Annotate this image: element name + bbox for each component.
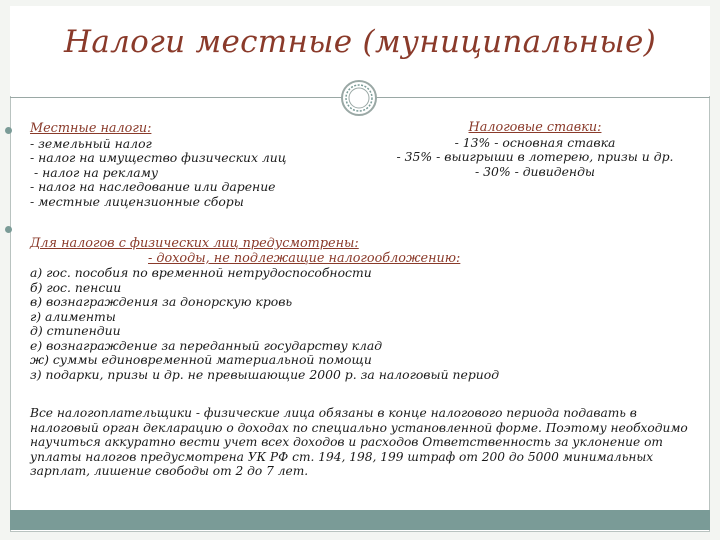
tax-rates-block [390, 121, 680, 179]
list-item: б) гос. пенсии [30, 279, 122, 295]
list-item: ж) суммы единовременной материальной помощи [30, 352, 372, 367]
list-item: - налог на наследование или дарение [30, 179, 276, 194]
tax-rates-list [390, 136, 680, 180]
list-item: - местные лицензионные сборы [30, 193, 244, 209]
list-item: г) алименты [30, 308, 116, 324]
paragraph-line: уплаты налогов предусмотрена УК РФ ст. 194, 198, 199 штраф от 200 до 5000 минимальных [30, 449, 654, 464]
slide-title: Налоги местные (муниципальные) [63, 24, 656, 60]
medallion-ornament [340, 79, 378, 117]
tax-rates-heading: Налоговые ставки: [468, 120, 602, 135]
bullet-dot [5, 226, 12, 233]
paragraph-line: налоговый орган декларацию о доходах по специально установленной форме. Поэтому необходимо [30, 420, 688, 435]
footer-bar [10, 510, 710, 530]
list-item: д) стипендии [30, 323, 121, 338]
list-item: а) гос. пособия по временной нетрудоспособности [30, 265, 372, 280]
list-item: з) подарки, призы и др. не превышающие 2000 р. за налоговый период [30, 366, 500, 382]
list-item: - налог на имущество физических лиц [30, 150, 287, 165]
list-item: - 35% - выигрыши в лотерею, призы и др. [396, 149, 674, 164]
local-taxes-list [30, 137, 286, 210]
list-item: - налог на рекламу [30, 164, 159, 180]
duty-paragraph [30, 406, 688, 479]
list-item: - 13% - основная ставка [454, 134, 616, 150]
local-taxes-block [30, 121, 286, 209]
list-item: е) вознаграждение за переданный государству клад [30, 337, 383, 353]
exemptions-block [30, 236, 499, 382]
exemptions-list [30, 266, 499, 382]
exemptions-subheading: - доходы, не подлежащие налогообложению: [148, 250, 461, 266]
list-item: - земельный налог [30, 135, 152, 151]
paragraph-line: Все налогоплательщики - физические лица обязаны в конце налогового периода подавать в [30, 406, 637, 420]
exemptions-heading: Для налогов с физических лиц предусмотрены: [30, 236, 359, 251]
list-item: - 30% - дивиденды [474, 163, 596, 179]
list-item: в) вознаграждения за донорскую кровь [30, 294, 293, 309]
local-taxes-heading: Местные налоги: [30, 121, 152, 136]
paragraph-line: зарплат, лишение свободы от 2 до 7 лет. [30, 464, 309, 478]
paragraph-line: научиться аккуратно вести учет всех доходов и расходов Ответственность за уклонение от [30, 435, 663, 449]
bullet-dot [5, 127, 12, 134]
